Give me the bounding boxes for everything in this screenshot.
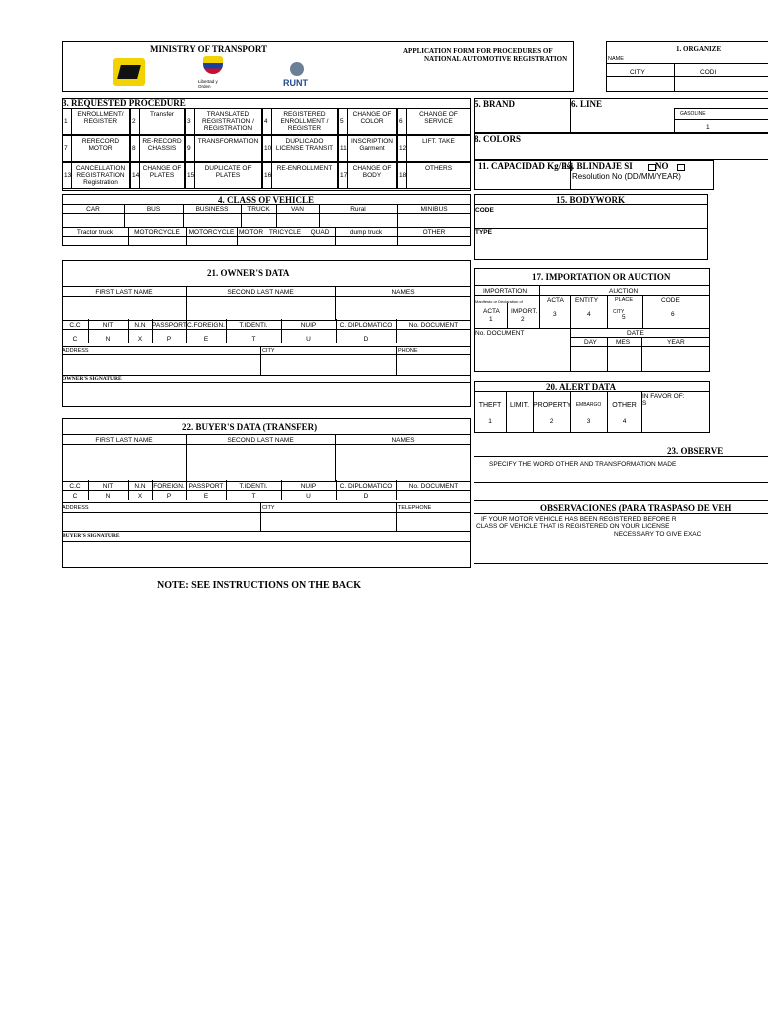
procedure-number: 11 — [340, 145, 347, 152]
import-value-2: 2 — [521, 316, 525, 323]
buyer-id-code[interactable]: C — [72, 493, 78, 500]
procedure-label: ENROLLMENT/ REGISTER — [77, 111, 124, 125]
procedure-label: CHANGE OF COLOR — [352, 111, 392, 125]
code-label-import: CODE — [661, 297, 680, 304]
owner-id-code[interactable]: C — [72, 336, 78, 343]
ministry-logo — [113, 58, 145, 86]
acta-label: ACTA — [483, 308, 500, 315]
procedure-label: INSCRIPTION Garment — [351, 138, 393, 152]
owner-phone-label: PHONE — [398, 348, 418, 354]
procedure-label: CHANGE OF SERVICE — [419, 111, 458, 125]
buyer-id-type-label: FOREIGN. — [153, 483, 185, 490]
alert-type-number[interactable]: 3 — [586, 418, 591, 425]
observe-title: 23. OBSERVE — [667, 446, 724, 456]
import-city-label: CITY — [613, 309, 625, 315]
procedure-number: 12 — [399, 145, 407, 152]
date-label: DATE — [627, 330, 644, 337]
form-title-2: NATIONAL AUTOMOTIVE REGISTRATION — [424, 55, 568, 63]
procedure-label: OTHERS — [424, 165, 453, 172]
code-label: CODI — [700, 69, 717, 76]
buyer-city-label: CITY — [262, 505, 275, 511]
procedure-number: 5 — [340, 118, 344, 125]
importation-title: 17. IMPORTATION OR AUCTION — [532, 272, 671, 282]
owner-first-last-name-field[interactable] — [63, 297, 185, 319]
alert-type-label: EMBARGO — [575, 402, 602, 408]
buyer-first-last-name-field[interactable] — [63, 445, 185, 480]
bodywork-code-label: CODE — [475, 207, 494, 214]
owner-id-type-label: C.C — [69, 322, 81, 329]
procedure-label: CHANGE OF BODY — [352, 165, 392, 179]
bodywork-title: 15. BODYWORK — [556, 195, 626, 205]
brand-line-box — [474, 98, 768, 133]
importation-label: IMPORTATION — [483, 288, 528, 295]
procedure-label: Transfer — [150, 111, 174, 118]
year-label: YEAR — [667, 339, 685, 346]
procedure-number: 8 — [132, 145, 136, 152]
owner-id-type-label: N.N — [134, 322, 146, 329]
buyer-names-field[interactable] — [336, 445, 470, 480]
observaciones-title: OBSERVACIONES (PARA TRASPASO DE VEH — [540, 503, 732, 513]
buyers-data-title: 22. BUYER'S DATA (TRANSFER) — [182, 422, 318, 432]
alert-type-label: THEFT — [478, 402, 502, 409]
import-value-1: 1 — [489, 316, 493, 323]
name-label: NAME — [608, 56, 624, 62]
buyer-id-code[interactable]: P — [166, 493, 172, 500]
owner-id-code[interactable]: X — [137, 336, 143, 343]
buyer-signature-label: BUYER'S SIGNATURE — [62, 533, 120, 539]
buyer-id-type-label: No. DOCUMENT — [408, 483, 459, 490]
procedure-number: 7 — [64, 145, 68, 152]
vehicle-class-label: TRUCK — [247, 206, 270, 213]
procedure-number: 4 — [264, 118, 268, 125]
vehicle-class-label: dump truck — [349, 229, 383, 236]
import-value-3: 3 — [553, 311, 557, 318]
blindaje-no-checkbox[interactable] — [677, 164, 685, 171]
brand-title: 5. BRAND — [474, 99, 516, 109]
ministry-title: MINISTRY OF TRANSPORT — [150, 44, 268, 54]
owner-id-code[interactable]: U — [306, 336, 311, 343]
procedure-number: 14 — [132, 172, 140, 179]
owner-id-type-label: NIT — [102, 322, 114, 329]
buyer-id-type-label: C.C — [69, 483, 81, 490]
procedure-label: RE-ENROLLMENT — [276, 165, 333, 172]
owner-id-code[interactable]: D — [363, 336, 369, 343]
procedure-label: DUPLICATE OF PLATES — [204, 165, 252, 179]
vehicle-class-label: TRICYCLE — [268, 229, 302, 236]
import-value-6: 6 — [671, 311, 675, 318]
note-text: NOTE: SEE INSTRUCTIONS ON THE BACK — [157, 580, 362, 591]
procedure-label: TRANSFORMATION — [197, 138, 259, 145]
buyer-id-type-label: NIT — [102, 483, 114, 490]
buyer-id-type-label: NUIP — [300, 483, 317, 490]
procedure-label: REGISTERED ENROLLMENT / REGISTER — [280, 111, 329, 132]
colombia-seal: Libertad y Orden — [196, 54, 230, 88]
procedure-label: CHANGE OF PLATES — [142, 165, 182, 179]
class-of-vehicle-title: 4. CLASS OF VEHICLE — [218, 195, 315, 205]
vehicle-class-label: BUS — [146, 206, 161, 213]
procedure-number: 18 — [399, 172, 407, 179]
owner-city-label: CITY — [262, 348, 275, 354]
auction-label: AUCTION — [609, 288, 639, 295]
vehicle-class-label: VAN — [291, 206, 304, 213]
in-favor-of-label: IN FAVOR OF: — [642, 393, 685, 400]
alert-type-label: LIMIT. — [509, 402, 530, 409]
buyer-second-last-name-label: SECOND LAST NAME — [227, 437, 294, 444]
form-title-1: APPLICATION FORM FOR PROCEDURES OF — [403, 47, 553, 55]
observaciones-line-1: IF YOUR MOTOR VEHICLE HAS BEEN REGISTERED BEFORE R — [481, 516, 677, 523]
buyer-id-type-label: C. DIPLOMATICO — [339, 483, 393, 490]
alert-type-number[interactable]: 2 — [549, 418, 554, 425]
no-label: NO — [655, 161, 669, 171]
alert-data-title: 20. ALERT DATA — [546, 382, 616, 392]
buyer-id-code[interactable]: T — [251, 493, 256, 500]
importation-section — [474, 268, 710, 372]
colors-title: 8. COLORS — [474, 134, 522, 144]
vehicle-class-label: Tractor truck — [76, 229, 114, 236]
acta2-label: ACTA — [547, 297, 564, 304]
owner-id-type-label: NUIP — [300, 322, 317, 329]
owner-first-last-name-label: FIRST LAST NAME — [95, 289, 153, 296]
line-title: 6. LINE — [571, 99, 603, 109]
vehicle-class-label: MOTOR — [238, 229, 264, 236]
capacidad-title: 11. CAPACIDAD Kg/Psj — [478, 161, 574, 171]
owner-second-last-name-field[interactable] — [187, 297, 334, 319]
procedure-label: TRANSLATED REGISTRATION / REGISTRATION — [202, 111, 254, 132]
alert-type-label: PROPERTY — [533, 402, 572, 409]
procedure-number: 2 — [132, 118, 136, 125]
resolution-label: Resolution No (DD/MM/YEAR) — [572, 172, 681, 181]
owner-id-type-label: PASSPORT — [152, 322, 187, 329]
buyer-first-last-name-label: FIRST LAST NAME — [95, 437, 153, 444]
buyer-id-type-label: T.IDENTI. — [239, 483, 268, 490]
bodywork-type-label: TYPE — [475, 229, 492, 236]
buyer-id-code[interactable]: U — [306, 493, 311, 500]
owner-signature-label: OWNER'S SIGNATURE — [62, 376, 122, 382]
owner-id-code[interactable]: E — [203, 336, 209, 343]
import-value-4: 4 — [587, 311, 591, 318]
in-favor-of-s: S — [642, 400, 647, 407]
gasoline-value: 1 — [706, 124, 710, 131]
procedure-number: 10 — [264, 145, 272, 152]
owner-address-label: ADDRESS — [62, 348, 89, 354]
buyer-id-code[interactable]: D — [363, 493, 369, 500]
no-document-label: No. DOCUMENT — [475, 330, 525, 337]
vehicle-class-label: BUSINESS — [195, 206, 229, 213]
procedure-number: 17 — [340, 172, 348, 179]
buyer-names-label: NAMES — [391, 437, 415, 444]
procedure-number: 15 — [187, 172, 195, 179]
buyer-signature-field[interactable] — [63, 542, 469, 566]
vehicle-class-label: QUAD — [310, 229, 330, 236]
buyer-second-last-name-field[interactable] — [187, 445, 334, 480]
procedure-label: CANCELLATION REGISTRATION Registration — [75, 165, 126, 186]
vehicle-class-label: MOTORCYCLE — [134, 229, 180, 236]
procedure-number: 1 — [64, 118, 68, 125]
owner-second-last-name-label: SECOND LAST NAME — [227, 289, 294, 296]
buyer-phone-label: TELEPHONE — [398, 505, 432, 511]
import-value-5: 5 — [622, 314, 626, 321]
vehicle-class-label: MOTORCYCLE — [188, 229, 235, 236]
alert-type-label: OTHER — [612, 402, 637, 409]
observaciones-line-2: CLASS OF VEHICLE THAT IS REGISTERED ON YOUR LICENSE — [476, 523, 670, 530]
buyer-id-code[interactable]: X — [137, 493, 143, 500]
owners-data-title: 21. OWNER'S DATA — [207, 268, 290, 278]
blindaje-title: 13. BLINDAJE SI — [563, 161, 633, 171]
buyer-id-type-label: PASSPORT — [188, 483, 224, 490]
vehicle-class-label: Rural — [350, 206, 366, 213]
mes-label: MES — [616, 339, 631, 346]
vehicle-class-label: OTHER — [422, 229, 446, 236]
procedure-number: 3 — [187, 118, 191, 125]
specify-text: SPECIFY THE WORD OTHER AND TRANSFORMATION MADE — [489, 461, 677, 468]
owner-signature-field[interactable] — [63, 383, 469, 405]
manifest-label: Manifesto or Declaration of — [475, 299, 523, 304]
procedure-number: 9 — [187, 145, 191, 152]
procedure-label: LIFT. TAKE — [422, 138, 455, 145]
vehicle-class-label: CAR — [86, 206, 100, 213]
owner-names-label: NAMES — [391, 289, 415, 296]
gasoline-label: GASOLINE — [680, 111, 706, 117]
entity-label: ENTITY — [575, 297, 599, 304]
owner-id-code[interactable]: N — [105, 336, 111, 343]
owner-id-type-label: No. DOCUMENT — [408, 322, 459, 329]
procedure-label: RE-RECORD CHASSIS — [142, 138, 182, 152]
procedure-number: 6 — [399, 118, 403, 125]
procedure-number: 13 — [64, 172, 72, 179]
requested-procedure-title: 3. REQUESTED PROCEDURE — [62, 98, 186, 108]
buyer-id-code[interactable]: N — [105, 493, 111, 500]
owner-id-type-label: T.IDENTI. — [239, 322, 268, 329]
organize-title: 1. ORGANIZE — [676, 45, 722, 53]
runt-logo: RUNT — [280, 62, 314, 90]
owner-id-type-label: C. DIPLOMATICO — [339, 322, 393, 329]
alert-type-number[interactable]: 1 — [488, 418, 492, 425]
owner-id-type-label: C.FOREIGN. — [187, 322, 225, 329]
day-label: DAY — [584, 339, 597, 346]
procedure-label: RERECORD MOTOR — [81, 138, 120, 152]
buyer-id-type-label: N.N — [134, 483, 146, 490]
owner-names-field[interactable] — [336, 297, 470, 319]
alert-type-number[interactable]: 4 — [622, 418, 627, 425]
buyer-address-label: ADDRESS — [62, 505, 89, 511]
owner-id-code[interactable]: T — [251, 336, 256, 343]
owner-id-code[interactable]: P — [166, 336, 172, 343]
buyer-id-code[interactable]: E — [203, 493, 209, 500]
vehicle-class-label: MINIBUS — [420, 206, 448, 213]
observaciones-line-3: NECESSARY TO GIVE EXAC — [614, 531, 702, 538]
procedure-number: 16 — [264, 172, 272, 179]
import-label: IMPORT. — [511, 308, 538, 315]
city-label: CITY — [630, 69, 645, 76]
place-label: PLACE — [615, 297, 634, 303]
procedure-label: DUPLICADO LICENSE TRANSIT — [275, 138, 334, 152]
